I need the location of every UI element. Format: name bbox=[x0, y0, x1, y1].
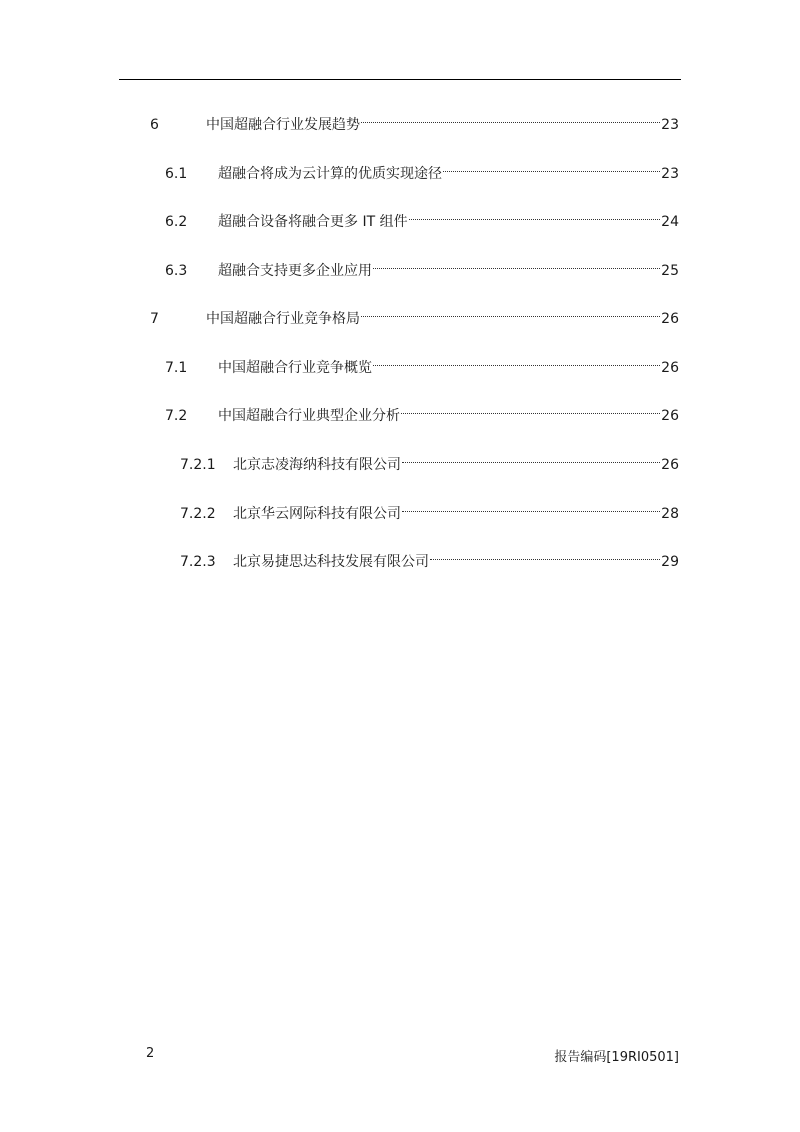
toc-entry[interactable] bbox=[165, 156, 679, 182]
footer-report-code: 报告编码[19RI0501] bbox=[554, 1050, 679, 1065]
toc-entry[interactable] bbox=[165, 350, 679, 376]
toc-page-number: 24 bbox=[661, 214, 679, 230]
toc-leader-dots bbox=[402, 447, 660, 469]
toc-leader-dots bbox=[361, 107, 660, 129]
toc-title: 中国超融合行业竞争格局 bbox=[206, 311, 360, 327]
toc-entry[interactable] bbox=[165, 398, 679, 424]
footer-page-number: 2 bbox=[146, 1046, 155, 1061]
toc-leader-dots bbox=[373, 253, 660, 275]
toc-number: 6.1 bbox=[165, 166, 188, 182]
toc-leader-dots bbox=[361, 301, 660, 323]
toc-title: 北京华云网际科技有限公司 bbox=[233, 506, 401, 522]
toc-number: 7.2 bbox=[165, 408, 188, 424]
toc-leader-dots bbox=[409, 204, 661, 226]
toc-number: 7.1 bbox=[165, 360, 188, 376]
toc-page-number: 29 bbox=[661, 554, 679, 570]
toc-entry[interactable] bbox=[150, 107, 679, 133]
toc-page-number: 26 bbox=[661, 311, 679, 327]
header-rule bbox=[119, 79, 681, 80]
toc-page-number: 23 bbox=[661, 166, 679, 182]
toc-entry[interactable] bbox=[165, 253, 679, 279]
toc-number: 7.2.2 bbox=[180, 506, 216, 522]
toc-title: 北京志凌海纳科技有限公司 bbox=[233, 457, 401, 473]
toc-title: 超融合将成为云计算的优质实现途径 bbox=[218, 166, 442, 182]
toc-entry[interactable] bbox=[165, 204, 679, 230]
toc-title: 中国超融合行业典型企业分析 bbox=[218, 408, 400, 424]
toc-leader-dots bbox=[373, 350, 660, 372]
toc-title: 中国超融合行业竞争概览 bbox=[218, 360, 372, 376]
toc-number: 7.2.1 bbox=[180, 457, 216, 473]
toc-number: 6.2 bbox=[165, 214, 188, 230]
toc-leader-dots bbox=[401, 398, 660, 420]
toc-entry[interactable] bbox=[180, 544, 679, 570]
toc-number: 7 bbox=[150, 311, 159, 327]
toc-number: 6 bbox=[150, 117, 159, 133]
toc-entry[interactable] bbox=[180, 496, 679, 522]
toc-leader-dots bbox=[430, 544, 660, 566]
toc-number: 7.2.3 bbox=[180, 554, 216, 570]
toc-title: 超融合支持更多企业应用 bbox=[218, 263, 372, 279]
toc-leader-dots bbox=[443, 156, 660, 178]
toc-title: 北京易捷思达科技发展有限公司 bbox=[233, 554, 429, 570]
toc-page-number: 26 bbox=[661, 457, 679, 473]
toc-title: 超融合设备将融合更多 IT 组件 bbox=[218, 214, 408, 230]
toc-entry[interactable] bbox=[180, 447, 679, 473]
toc-page-number: 26 bbox=[661, 408, 679, 424]
toc-page-number: 23 bbox=[661, 117, 679, 133]
toc-leader-dots bbox=[402, 496, 660, 518]
toc-page-number: 26 bbox=[661, 360, 679, 376]
toc-entry[interactable] bbox=[150, 301, 679, 327]
toc-page-number: 25 bbox=[661, 263, 679, 279]
toc-page-number: 28 bbox=[661, 506, 679, 522]
toc-number: 6.3 bbox=[165, 263, 188, 279]
toc-title: 中国超融合行业发展趋势 bbox=[206, 117, 360, 133]
